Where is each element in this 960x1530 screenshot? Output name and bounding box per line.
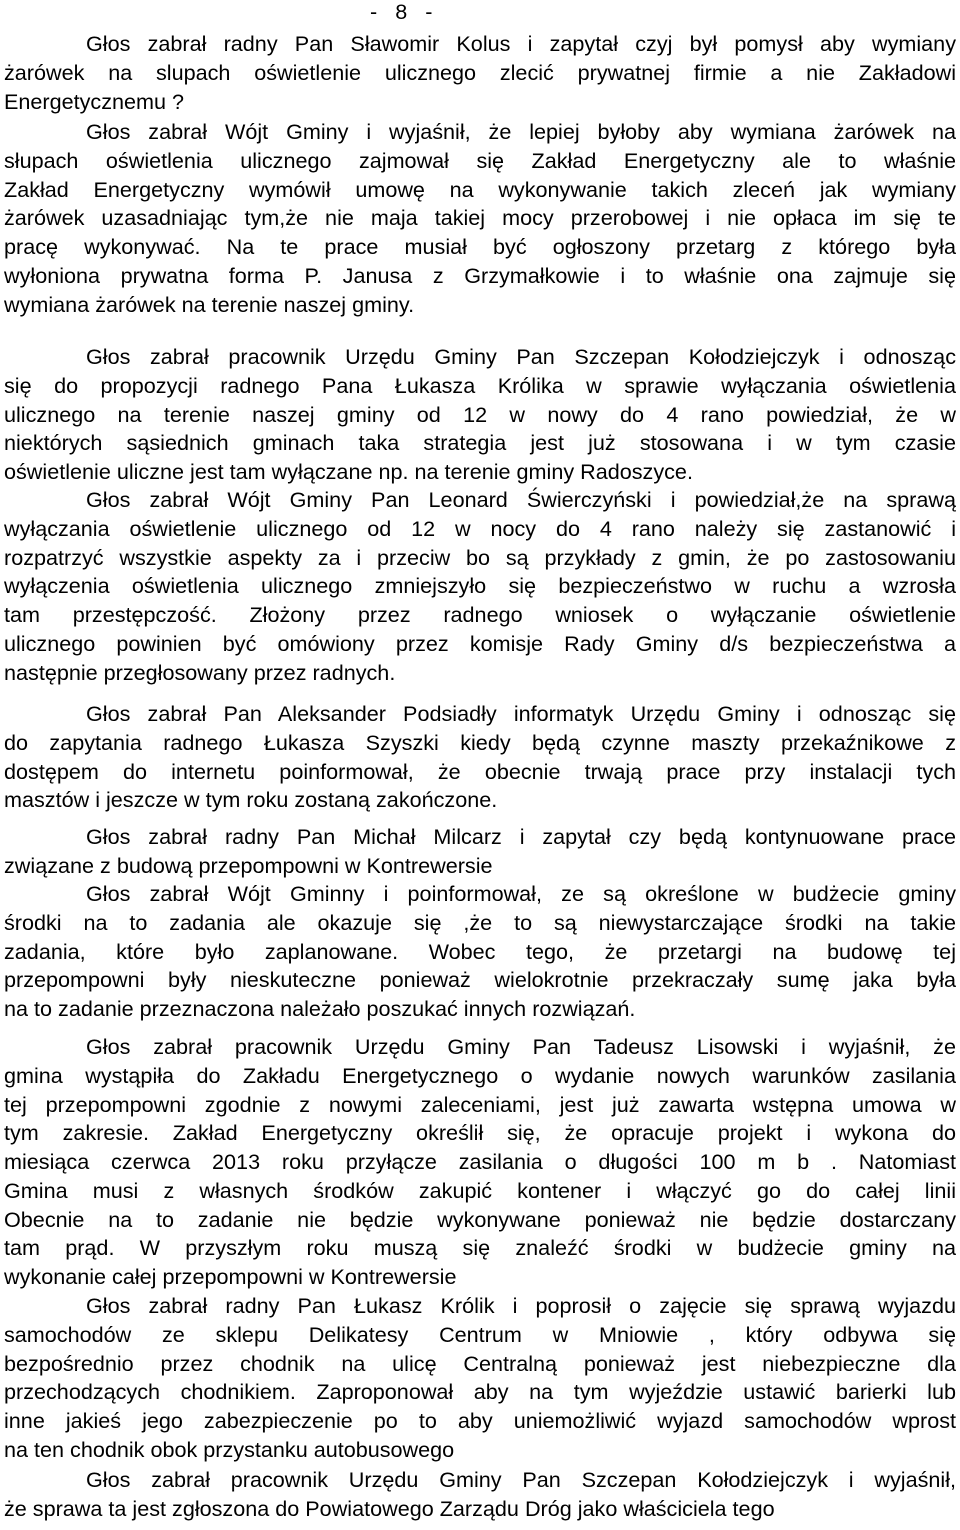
paragraph-line: się do propozycji radnego Pana Łukasza Królika w sprawie wyłączania oświetlenia — [4, 372, 956, 398]
paragraph — [4, 343, 956, 487]
paragraph-line: Energetycznemu ? — [4, 88, 185, 114]
paragraph-line: niektórych sąsiednich gminach taka strategia jest już stosowana i w tym czasie — [4, 430, 956, 456]
paragraph-line: wymiana żarówek na terenie naszej gminy. — [4, 291, 415, 317]
paragraph-line: Głos zabrał pracownik Urzędu Gminy Pan Szczepan Kołodziejczyk i odnosząc — [86, 344, 956, 369]
paragraph-line: że sprawa ta jest zgłoszona do Powiatowego Zarządu Dróg jako właściciela tego — [4, 1495, 775, 1521]
paragraph-line: dostępem do internetu poinformował, że obecnie trwają prace przy instalacji tych — [4, 758, 956, 784]
paragraph-line: gmina wystąpiła do Zakładu Energetycznego o wydanie nowych warunków zasilania — [4, 1062, 956, 1088]
paragraph-line: Głos zabrał radny Pan Michał Milcarz i zapytał czy będą kontynuowane prace — [86, 824, 956, 849]
paragraph-line: słupach oświetlenia ulicznego zajmował się Zakład Energetyczny ale to właśnie — [4, 147, 956, 173]
paragraph — [4, 823, 956, 881]
page-number: - 8 - — [370, 0, 433, 24]
paragraph-line: miesiąca czerwca 2013 roku przyłącze zasilania o długości 100 m b . Natomiast — [4, 1149, 956, 1174]
paragraph-line: pracę wykonywać. Na te prace musiał być ogłoszony przetarg z którego była — [4, 234, 956, 259]
paragraph-line: do zapytania radnego Łukasza Szyszki kiedy będą czynne maszty przekaźnikowe z — [4, 729, 956, 755]
paragraph-line: Obecnie na to zadanie nie będzie wykonywane ponieważ nie będzie dostarczany — [4, 1206, 956, 1232]
paragraph-line: Gmina musi z własnych środków zakupić kontener i włączyć go do całej linii — [4, 1177, 956, 1203]
paragraph — [4, 118, 956, 319]
paragraph-line: Głos zabrał Pan Aleksander Podsiadły informatyk Urzędu Gminy i odnosząc się — [86, 701, 956, 726]
paragraph — [4, 1292, 956, 1465]
paragraph-line: Głos zabrał pracownik Urzędu Gminy Pan Szczepan Kołodziejczyk i wyjaśnił, — [86, 1467, 956, 1492]
paragraph — [4, 486, 956, 687]
paragraph-line: Zakład Energetyczny wymówił umowę na wykonywanie takich zleceń jak wymiany — [4, 176, 956, 202]
paragraph-line: Głos zabrał radny Pan Łukasz Królik i poprosił o zajęcie się sprawą wyjazdu — [86, 1293, 956, 1318]
paragraph-line: rozpatrzyć wszystkie aspekty za i przeciw bo są przykłady z gmin, że po zastosowaniu — [4, 544, 956, 570]
paragraph-line: masztów i jeszcze w tym roku zostaną zakończone. — [4, 787, 498, 813]
paragraph — [4, 1033, 956, 1292]
paragraph-line: przechodzących chodnikiem. Zaproponował aby na tym wyjeździe ustawić barierki lub — [4, 1379, 956, 1405]
paragraph-line: przepompowni były nieskuteczne ponieważ wielokrotnie przekraczały sumę jaka była — [4, 967, 956, 993]
paragraph-line: samochodów ze sklepu Delikatesy Centrum w Mniowie , który odbywa się — [4, 1321, 956, 1347]
paragraph-line: związane z budową przepompowni w Kontrewersie — [4, 852, 493, 878]
paragraph-line: Głos zabrał Wójt Gminy Pan Leonard Świerczyński i powiedział,że na sprawą — [86, 487, 956, 512]
paragraph-line: tam przestępczość. Złożony przez radnego wniosek o wyłączanie oświetlenie — [4, 602, 956, 627]
paragraph-line: wyłączenia oświetlenia ulicznego zmniejszyło się bezpieczeństwo w ruchu a wzrosła — [4, 573, 956, 599]
paragraph-line: wyłoniona prywatna forma P. Janusa z Grzymałkowie i to właśnie ona zajmuje się — [4, 262, 956, 288]
paragraph-line: bezpośrednio przez chodnik na ulicę Centralną ponieważ jest niebezpieczne dla — [4, 1350, 956, 1376]
paragraph-line: ulicznego na terenie naszej gminy od 12 w nowy do 4 rano powiedział, że w — [4, 401, 956, 427]
paragraph-line: na ten chodnik obok przystanku autobusowego — [4, 1436, 455, 1462]
paragraph — [4, 1466, 956, 1524]
paragraph — [4, 700, 956, 815]
paragraph-line: Głos zabrał Wójt Gminny i poinformował, ze są określone w budżecie gminy — [86, 881, 956, 906]
paragraph-line: tej przepompowni zgodnie z nowymi zaleceniami, jest już zawarta wstępna umowa w — [4, 1091, 956, 1117]
paragraph-line: żarówek na slupach oświetlenie ulicznego zlecić prywatnej firmie a nie Zakładowi — [4, 59, 956, 85]
paragraph-line: oświetlenie uliczne jest tam wyłączane np. na terenie gminy Radoszyce. — [4, 459, 693, 484]
paragraph — [4, 880, 956, 1024]
paragraph-line: inne jakieś jego zabezpieczenie po to aby uniemożliwić wyjazd samochodów wprost — [4, 1408, 956, 1433]
paragraph-line: środki na to zadania ale okazuje się ,że to są niewystarczające środki na takie — [4, 909, 956, 935]
paragraph-line: wyłączania oświetlenie ulicznego od 12 w nocy do 4 rano należy się zastanowić i — [4, 515, 956, 541]
paragraph-line: zadania, które było zaplanowane. Wobec tego, że przetargi na budowę tej — [4, 938, 956, 964]
paragraph-line: następnie przegłosowany przez radnych. — [4, 659, 396, 685]
paragraph-line: Głos zabrał pracownik Urzędu Gminy Pan Tadeusz Lisowski i wyjaśnił, że — [86, 1034, 956, 1059]
paragraph-line: tym zakresie. Zakład Energetyczny określił się, że opracuje projekt i wykona do — [4, 1120, 956, 1146]
paragraph — [4, 30, 956, 116]
paragraph-line: Głos zabrał Wójt Gminy i wyjaśnił, że lepiej byłoby aby wymiana żarówek na — [86, 119, 956, 144]
paragraph-line: tam prąd. W przyszłym roku muszą się znaleźć środki w budżecie gminy na — [4, 1235, 956, 1261]
paragraph-line: na to zadanie przeznaczona należało poszukać innych rozwiązań. — [4, 996, 636, 1021]
paragraph-line: wykonanie całej przepompowni w Kontrewersie — [4, 1264, 457, 1289]
paragraph-line: ulicznego powinien być omówiony przez komisje Rady Gminy d/s bezpieczeństwa a — [4, 630, 956, 656]
paragraph-line: Głos zabrał radny Pan Sławomir Kolus i zapytał czyj był pomysł aby wymiany — [86, 31, 956, 56]
paragraph-line: żarówek uzasadniając tym,że nie maja takiej mocy przerobowej i nie opłaca im się te — [4, 205, 956, 231]
